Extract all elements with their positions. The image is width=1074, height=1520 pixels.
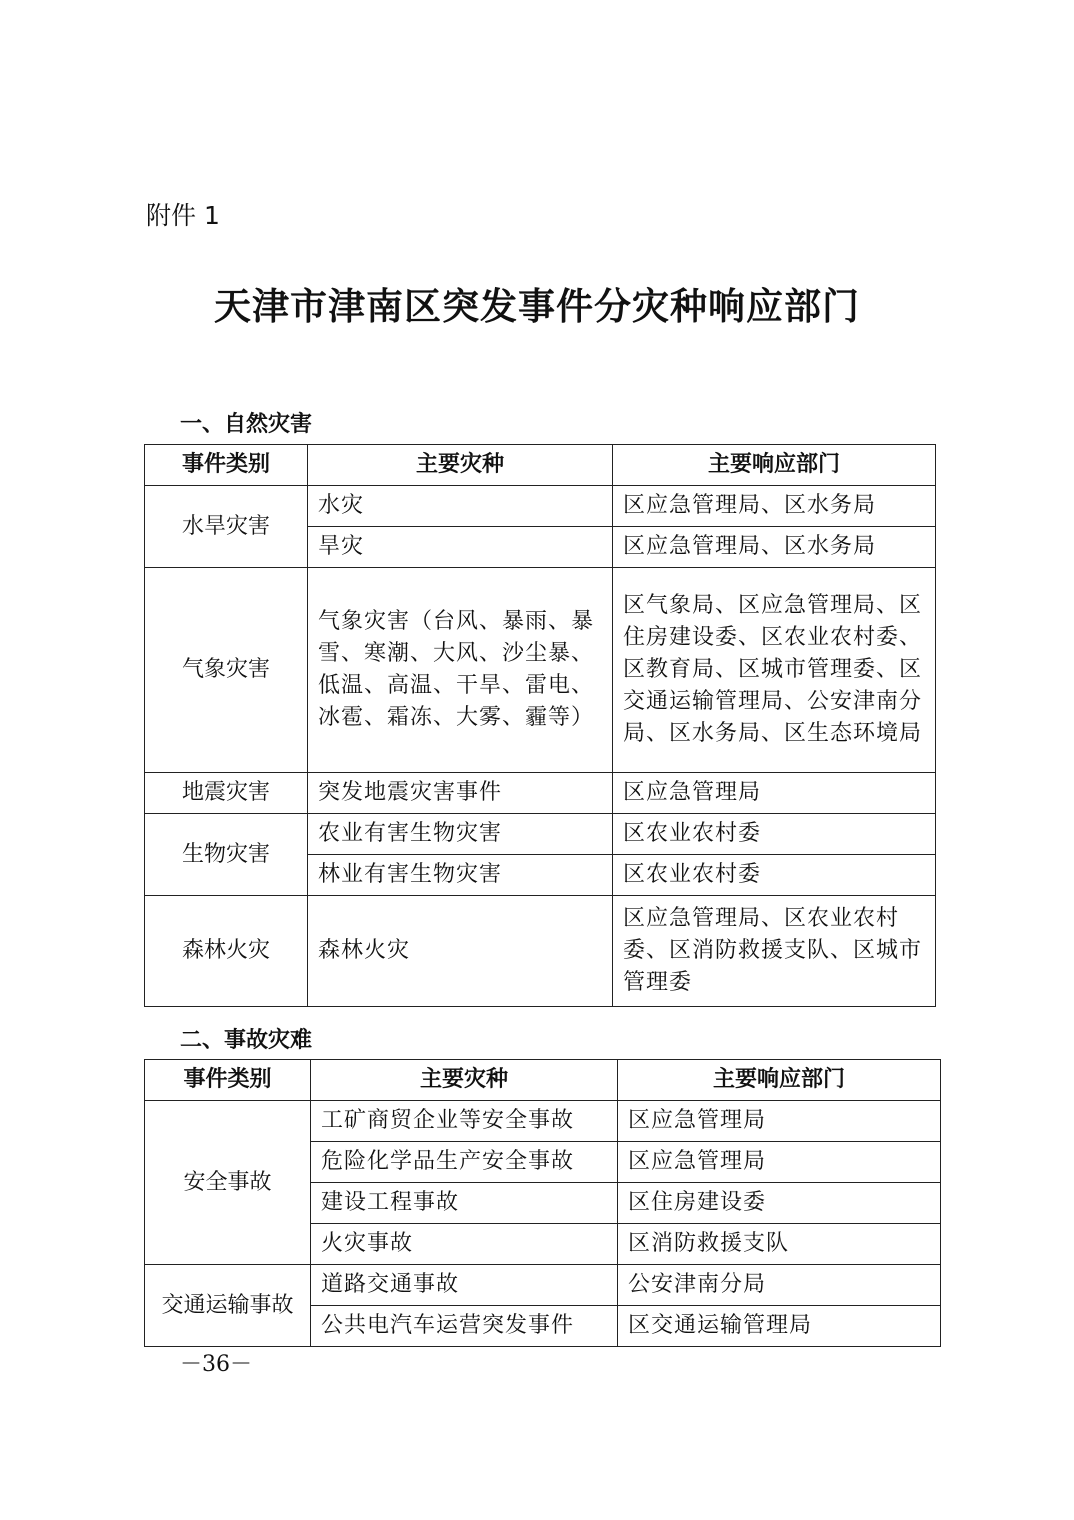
table-row — [145, 1101, 941, 1142]
hazard-cell: 公共电汽车运营突发事件 — [311, 1306, 618, 1347]
attachment-label: 附件 1 — [146, 201, 220, 230]
column-header-hazard: 主要灾种 — [308, 445, 613, 486]
column-header-departments: 主要响应部门 — [613, 445, 936, 486]
hazard-cell: 火灾事故 — [311, 1224, 618, 1265]
departments-cell: 区农业农村委 — [613, 855, 936, 896]
category-cell: 生物灾害 — [145, 814, 308, 896]
category-cell: 水旱灾害 — [145, 486, 308, 568]
accidents-table — [144, 1059, 941, 1347]
departments-cell: 区消防救援支队 — [618, 1224, 941, 1265]
section-heading-natural-disasters: 一、自然灾害 — [180, 412, 313, 437]
table-row — [145, 814, 936, 855]
column-header-departments: 主要响应部门 — [618, 1060, 941, 1101]
table-header-row — [145, 445, 936, 486]
category-cell: 森林火灾 — [145, 896, 308, 1007]
hazard-cell: 农业有害生物灾害 — [308, 814, 613, 855]
category-cell: 交通运输事故 — [145, 1265, 311, 1347]
table-row — [145, 486, 936, 527]
departments-cell: 区住房建设委 — [618, 1183, 941, 1224]
departments-cell: 区应急管理局 — [613, 773, 936, 814]
hazard-cell: 森林火灾 — [308, 896, 613, 1007]
departments-cell: 区气象局、区应急管理局、区住房建设委、区农业农村委、区教育局、区城市管理委、区交通运输管理局、公安津南分局、区水务局、区生态环境局 — [613, 568, 936, 773]
departments-cell: 区应急管理局 — [618, 1101, 941, 1142]
table-row — [145, 896, 936, 1007]
column-header-hazard: 主要灾种 — [311, 1060, 618, 1101]
category-cell: 安全事故 — [145, 1101, 311, 1265]
hazard-cell: 道路交通事故 — [311, 1265, 618, 1306]
departments-cell: 区应急管理局、区水务局 — [613, 527, 936, 568]
hazard-cell: 突发地震灾害事件 — [308, 773, 613, 814]
table-row — [145, 568, 936, 773]
table-row — [145, 773, 936, 814]
departments-cell: 区应急管理局、区农业农村委、区消防救援支队、区城市管理委 — [613, 896, 936, 1007]
category-cell: 气象灾害 — [145, 568, 308, 773]
hazard-cell: 工矿商贸企业等安全事故 — [311, 1101, 618, 1142]
hazard-cell: 危险化学品生产安全事故 — [311, 1142, 618, 1183]
departments-cell: 区交通运输管理局 — [618, 1306, 941, 1347]
table-header-row — [145, 1060, 941, 1101]
hazard-cell: 气象灾害（台风、暴雨、暴雪、寒潮、大风、沙尘暴、低温、高温、干旱、雷电、冰雹、霜冻、大雾、霾等） — [308, 568, 613, 773]
departments-cell: 区农业农村委 — [613, 814, 936, 855]
category-cell: 地震灾害 — [145, 773, 308, 814]
hazard-cell: 旱灾 — [308, 527, 613, 568]
section-heading-accidents: 二、事故灾难 — [180, 1028, 313, 1053]
page-number: －36－ — [180, 1352, 252, 1377]
departments-cell: 区应急管理局、区水务局 — [613, 486, 936, 527]
column-header-category: 事件类别 — [145, 445, 308, 486]
column-header-category: 事件类别 — [145, 1060, 311, 1101]
departments-cell: 公安津南分局 — [618, 1265, 941, 1306]
hazard-cell: 林业有害生物灾害 — [308, 855, 613, 896]
document-title: 天津市津南区突发事件分灾种响应部门 — [214, 284, 860, 328]
natural-disasters-table — [144, 444, 936, 1007]
hazard-cell: 建设工程事故 — [311, 1183, 618, 1224]
table-row — [145, 1265, 941, 1306]
hazard-cell: 水灾 — [308, 486, 613, 527]
departments-cell: 区应急管理局 — [618, 1142, 941, 1183]
